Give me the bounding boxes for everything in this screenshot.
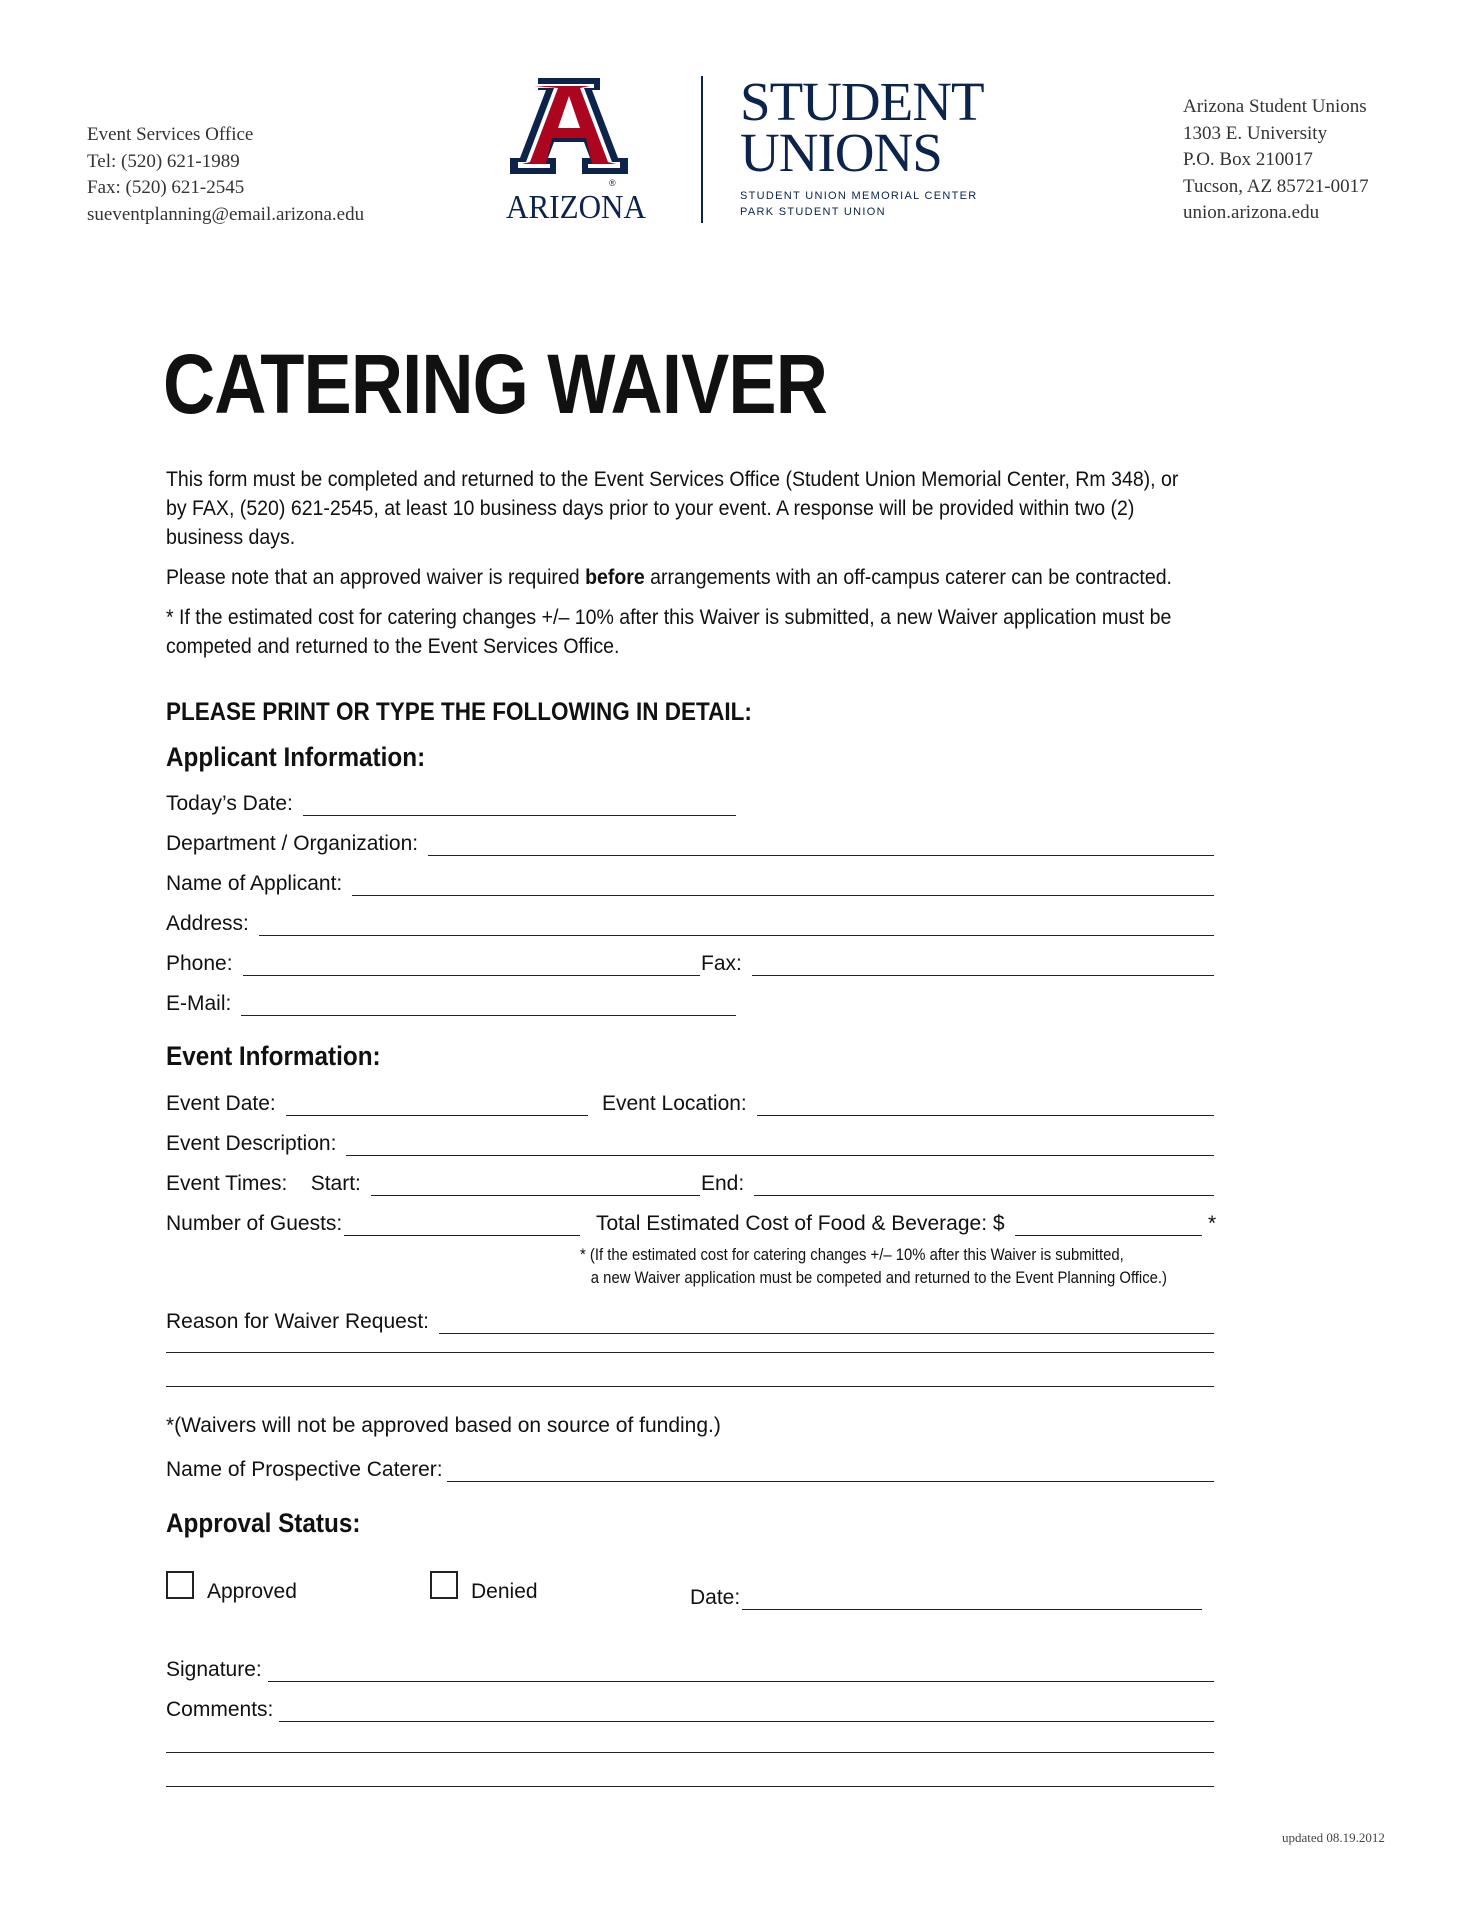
guests-label: Number of Guests: xyxy=(166,1212,343,1235)
applicant-name-field[interactable] xyxy=(166,866,1214,896)
event-date-field[interactable] xyxy=(166,1086,588,1116)
guests-cost-row xyxy=(166,1206,1217,1236)
event-location-field[interactable] xyxy=(602,1086,1214,1116)
denied-checkbox[interactable] xyxy=(430,1571,458,1599)
phone-fax-row xyxy=(166,946,1214,976)
print-heading: PLEASE PRINT OR TYPE THE FOLLOWING IN DETAIL: xyxy=(166,698,752,726)
office-fax: Fax: (520) 621-2545 xyxy=(87,177,245,198)
student-unions-logo xyxy=(740,71,984,220)
applicant-name-label: Name of Applicant: xyxy=(166,872,343,895)
intro-paragraph-3: * If the estimated cost for catering changes +/– 10% after this Waiver is submitted, a new Waiver application must be competed and returned to the Event Services Office. xyxy=(166,606,1172,658)
office-email: sueventplanning@email.arizona.edu xyxy=(87,203,365,225)
comments-line-2[interactable] xyxy=(166,1752,1214,1753)
address-city: Tucson, AZ 85721-0017 xyxy=(1183,175,1369,197)
comments-label: Comments: xyxy=(166,1698,274,1721)
start-time-field[interactable] xyxy=(166,1166,700,1196)
arizona-wordmark: ARIZONA xyxy=(506,189,646,222)
email-row xyxy=(166,986,1214,1016)
event-date-location-row xyxy=(166,1086,1214,1116)
funding-note: *(Waivers will not be approved based on source of funding.) xyxy=(166,1414,721,1437)
cost-label: Total Estimated Cost of Food & Beverage: $ xyxy=(596,1212,1005,1235)
union-address xyxy=(1183,94,1369,227)
logo-divider xyxy=(701,76,703,223)
denied-label: Denied xyxy=(471,1580,538,1603)
caterer-label: Name of Prospective Caterer: xyxy=(166,1458,443,1481)
approved-label: Approved xyxy=(207,1580,297,1603)
logo-sub1: STUDENT UNION MEMORIAL CENTER xyxy=(740,190,978,202)
page-title: CATERING WAIVER xyxy=(163,337,828,431)
address-org: Arizona Student Unions xyxy=(1183,96,1367,117)
phone-label: Phone: xyxy=(166,952,233,975)
todays-date-label: Today’s Date: xyxy=(166,792,293,815)
event-date-label: Event Date: xyxy=(166,1092,276,1115)
comments-line-3[interactable] xyxy=(166,1786,1214,1787)
intro-paragraph-1: This form must be completed and returned to the Event Services Office (Student Union Memorial Center, Rm 348), or by FAX, (520) 621-2545, at least 10 business days prior to your event. A response will be provided within two (2) business days. xyxy=(166,468,1179,549)
address-street: 1303 E. University xyxy=(1183,122,1328,144)
department-field[interactable] xyxy=(166,826,1214,856)
event-description-field[interactable] xyxy=(166,1126,1214,1156)
logo-sub2: PARK STUDENT UNION xyxy=(740,206,886,218)
intro-text xyxy=(166,465,1180,672)
arizona-logo-icon xyxy=(506,78,646,222)
end-time-label: End: xyxy=(701,1172,745,1195)
caterer-row xyxy=(166,1452,1214,1482)
reason-field[interactable] xyxy=(166,1304,1214,1334)
approval-date-field[interactable] xyxy=(690,1580,1202,1610)
office-tel: Tel: (520) 621-1989 xyxy=(87,150,240,172)
logo-student: STUDENT xyxy=(740,71,984,132)
intro-paragraph-2: Please note that an approved waiver is required before arrangements with an off-campus caterer can be contracted. xyxy=(166,566,1172,589)
approved-checkbox[interactable] xyxy=(166,1571,194,1599)
reason-line-3[interactable] xyxy=(166,1386,1214,1387)
signature-field[interactable] xyxy=(166,1652,1214,1682)
fax-label: Fax: xyxy=(701,952,742,975)
logo-unions: UNIONS xyxy=(740,122,942,183)
email-label: E-Mail: xyxy=(166,992,232,1015)
cost-note-line-1: * (If the estimated cost for catering changes +/– 10% after this Waiver is submitted, xyxy=(580,1246,1124,1264)
event-description-row xyxy=(166,1126,1214,1156)
department-row xyxy=(166,826,1214,856)
department-label: Department / Organization: xyxy=(166,832,419,855)
reason-label: Reason for Waiver Request: xyxy=(166,1310,430,1333)
comments-field[interactable] xyxy=(166,1692,1214,1722)
address-field[interactable] xyxy=(166,906,1214,936)
event-description-label: Event Description: xyxy=(166,1132,337,1155)
email-field[interactable] xyxy=(166,986,736,1016)
applicant-name-row xyxy=(166,866,1214,896)
approval-date-row xyxy=(690,1580,1202,1610)
event-times-label: Event Times: Start: xyxy=(166,1172,361,1195)
todays-date-field[interactable] xyxy=(166,786,736,816)
reason-row xyxy=(166,1304,1214,1334)
todays-date-row xyxy=(166,786,1214,816)
address-row xyxy=(166,906,1214,936)
event-times-row xyxy=(166,1166,1214,1196)
comments-row xyxy=(166,1692,1214,1722)
cost-star: * xyxy=(1208,1212,1217,1235)
svg-text:®: ® xyxy=(609,178,616,188)
cost-note xyxy=(580,1244,1167,1290)
caterer-field[interactable] xyxy=(166,1452,1214,1482)
event-location-label: Event Location: xyxy=(602,1092,747,1115)
signature-label: Signature: xyxy=(166,1658,262,1681)
cost-note-line-2: a new Waiver application must be competed and returned to the Event Planning Office.) xyxy=(590,1269,1167,1287)
event-heading: Event Information: xyxy=(166,1041,381,1071)
approval-heading: Approval Status: xyxy=(166,1508,361,1538)
cost-field[interactable] xyxy=(596,1206,1202,1236)
address-label: Address: xyxy=(166,912,249,935)
guests-field[interactable] xyxy=(166,1206,580,1236)
address-pobox: P.O. Box 210017 xyxy=(1183,149,1313,170)
reason-line-2[interactable] xyxy=(166,1352,1214,1353)
fax-field[interactable] xyxy=(701,946,1214,976)
phone-field[interactable] xyxy=(166,946,700,976)
address-web: union.arizona.edu xyxy=(1183,202,1320,223)
office-name: Event Services Office xyxy=(87,124,254,145)
approval-date-label: Date: xyxy=(690,1586,741,1609)
office-contact xyxy=(87,122,364,228)
applicant-heading: Applicant Information: xyxy=(166,742,426,772)
signature-row xyxy=(166,1652,1214,1682)
updated-date: updated 08.19.2012 xyxy=(1282,1830,1385,1845)
end-time-field[interactable] xyxy=(701,1166,1214,1196)
